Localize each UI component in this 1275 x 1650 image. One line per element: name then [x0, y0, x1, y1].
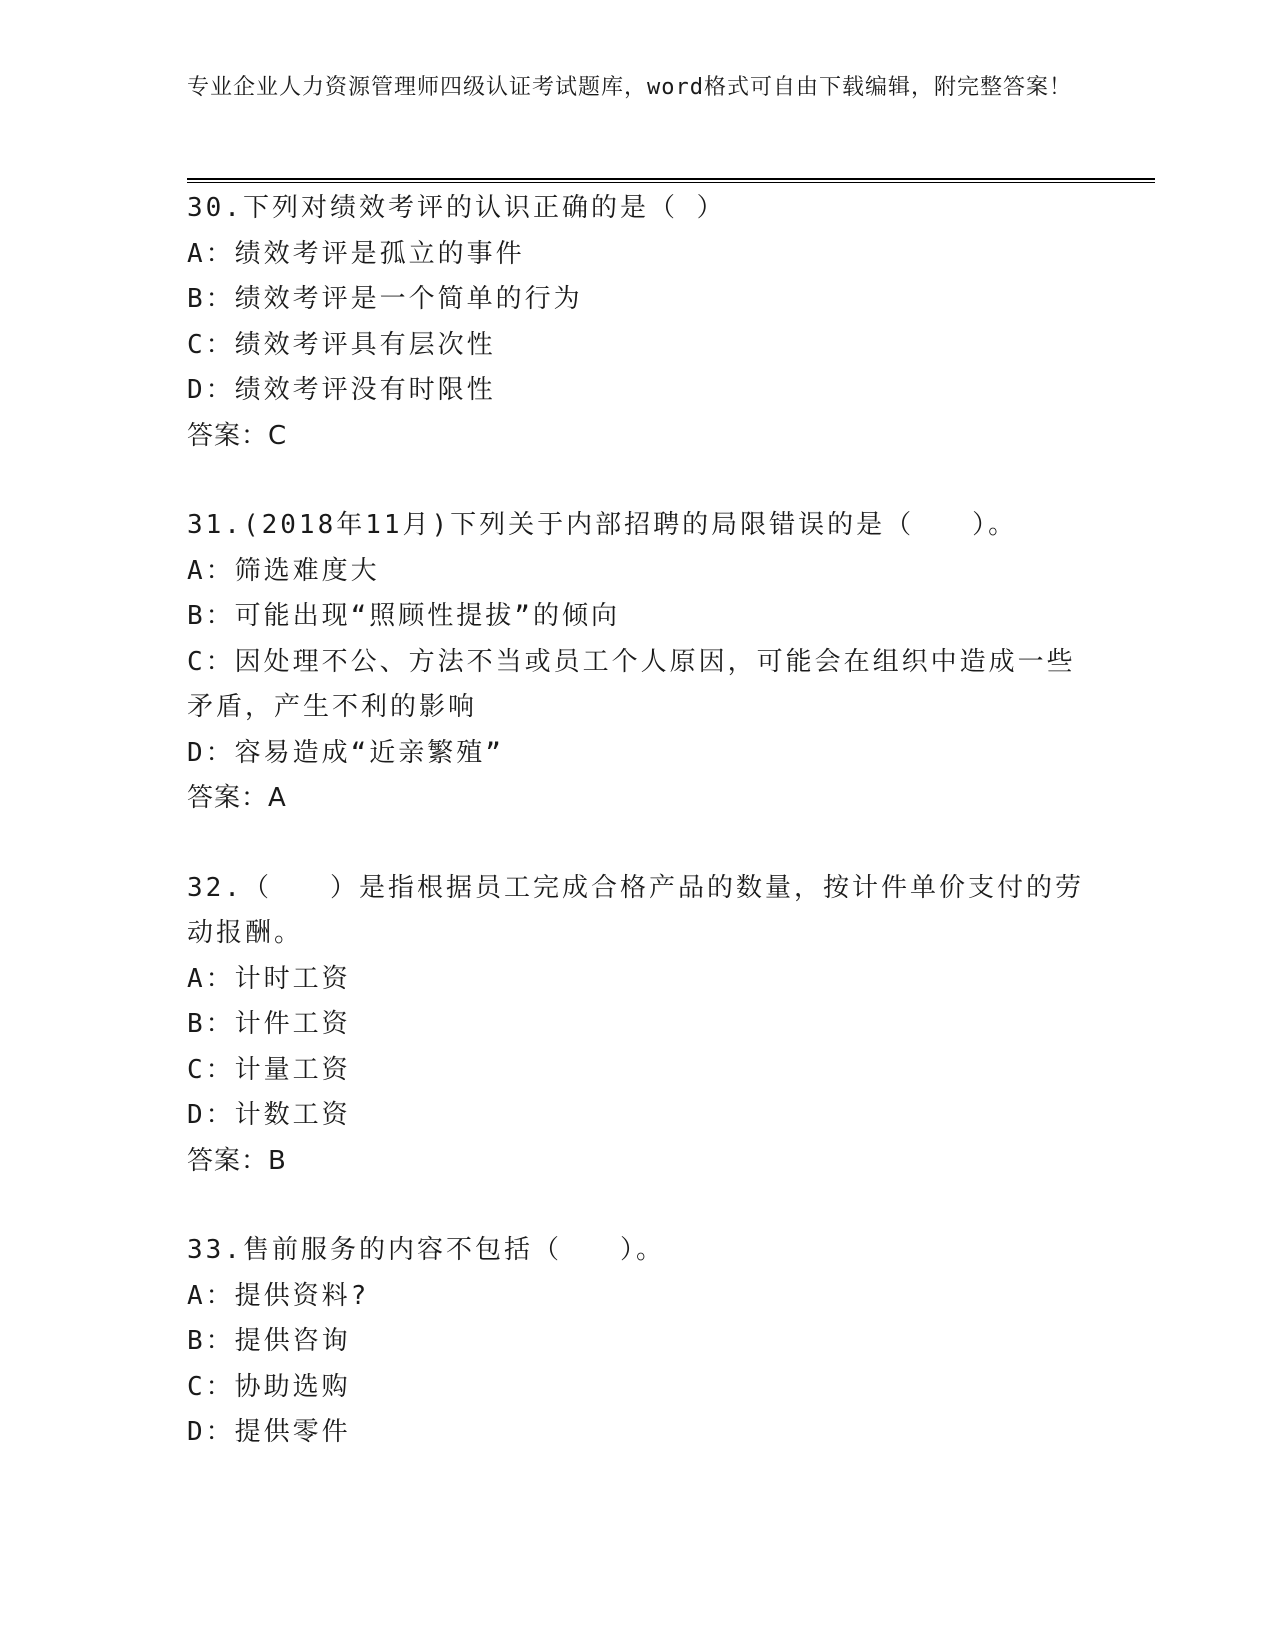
option-d: D：绩效考评没有时限性 — [187, 375, 496, 405]
option-b: B：计件工资 — [187, 1009, 351, 1039]
option-d: D：计数工资 — [187, 1100, 351, 1130]
question-stem: 30.下列对绩效考评的认识正确的是（ ） — [187, 193, 726, 223]
option-c: C：协助选购 — [187, 1371, 351, 1402]
answer-line: 答案：C — [187, 420, 288, 451]
document-header: 专业企业人力资源管理师四级认证考试题库，word格式可自由下载编辑，附完整答案！ — [187, 75, 1072, 100]
option-a: A：提供资料? — [187, 1280, 370, 1311]
option-b: B：绩效考评是一个简单的行为 — [187, 284, 583, 314]
question-33 — [187, 1228, 1087, 1456]
option-a: A：绩效考评是孤立的事件 — [187, 238, 525, 269]
question-31 — [187, 503, 1087, 822]
option-b: B：可能出现“照顾性提拔”的倾向 — [187, 601, 620, 631]
question-list — [187, 186, 1087, 1500]
option-d: D：容易造成“近亲繁殖” — [187, 737, 504, 768]
option-c: C：计量工资 — [187, 1054, 351, 1085]
question-stem: 32.（ ）是指根据员工完成合格产品的数量，按计件单价支付的劳动报酬。 — [187, 872, 1084, 948]
question-stem: 31.(2018年11月)下列关于内部招聘的局限错误的是（ ）。 — [187, 510, 1018, 540]
option-b: B：提供咨询 — [187, 1326, 351, 1356]
option-a: A：计时工资 — [187, 963, 351, 994]
question-stem: 33.售前服务的内容不包括（ ）。 — [187, 1235, 665, 1265]
option-d: D：提供零件 — [187, 1417, 351, 1447]
question-32 — [187, 866, 1087, 1185]
question-30 — [187, 186, 1087, 459]
option-c: C：绩效考评具有层次性 — [187, 329, 496, 360]
answer-line: 答案：B — [187, 1145, 287, 1176]
header-divider — [187, 178, 1155, 183]
option-a: A：筛选难度大 — [187, 555, 380, 586]
option-c: C：因处理不公、方法不当或员工个人原因，可能会在组织中造成一些矛盾，产生不利的影响 — [187, 646, 1076, 722]
answer-line: 答案：A — [187, 783, 287, 813]
